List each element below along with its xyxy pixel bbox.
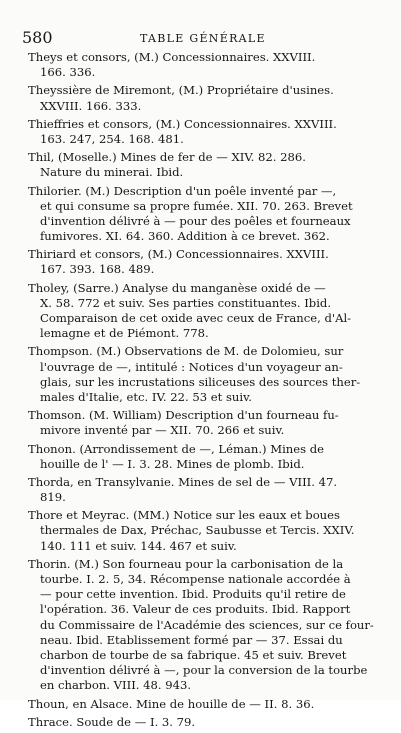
entry-line: 819. (40, 490, 66, 505)
page-header (0, 28, 401, 48)
index-entry (0, 247, 401, 277)
entry-line: charbon de tourbe de sa fabrique. 45 et suiv. Brevet (40, 647, 347, 662)
entry-line: Thomson. (M. William) Description d'un fourneau fu- (28, 408, 339, 423)
entry-line: Thiriard et consors, (M.) Concessionnaires. XXVIII. (28, 247, 329, 262)
entry-line: 140. 111 et suiv. 144. 467 et suiv. (40, 538, 237, 553)
entry-line: fumivores. XI. 64. 360. Addition à ce brevet. 362. (40, 229, 330, 244)
entry-line: tourbe. I. 2. 5, 34. Récompense nationale accordée à (40, 572, 351, 586)
index-entry (0, 475, 401, 505)
index-entry (0, 442, 401, 472)
entry-line: 167. 393. 168. 489. (40, 262, 155, 277)
entry-line: lemagne et de Piémont. 778. (40, 326, 209, 341)
entry-line: Tholey, (Sarre.) Analyse du manganèse oxidé de — (28, 280, 326, 295)
entry-line: en charbon. VIII. 48. 943. (40, 678, 192, 693)
entry-line: Thonon. (Arrondissement de —, Léman.) Mines de (28, 441, 325, 456)
index-entries (0, 50, 401, 733)
index-entry (0, 408, 401, 438)
entry-line: Thil, (Moselle.) Mines de fer de — XIV. 82. 286. (28, 150, 306, 165)
entry-line: X. 58. 772 et suiv. Ses parties constituantes. Ibid. (40, 295, 332, 310)
index-entry (0, 281, 401, 342)
entry-line: houille de l' — I. 3. 28. Mines de plomb. Ibid. (40, 456, 305, 471)
entry-line: Thore et Meyrac. (MM.) Notice sur les eaux et boues (28, 508, 340, 523)
entry-line: 163. 247, 254. 168. 481. (40, 131, 184, 146)
entry-line: Theyssière de Miremont, (M.) Propriétaire d'usines. (28, 83, 334, 98)
entry-line: l'opération. 36. Valeur de ces produits. Ibid. Rapport (40, 602, 351, 617)
page-number: 580 (22, 28, 53, 47)
index-entry (0, 117, 401, 147)
running-title: TABLE GÉNÉRALE (140, 32, 266, 45)
index-entry (0, 344, 401, 405)
entry-line: Thoun, en Alsace. Mine de houille de — II. 8. 36. (28, 696, 315, 711)
entry-line: l'ouvrage de —, intitulé : Notices d'un voyageur an- (40, 359, 343, 374)
entry-line: 166. 336. (40, 65, 96, 80)
entry-line: Thorda, en Transylvanie. Mines de sel de — VIII. 47. (28, 474, 338, 489)
index-entry (0, 184, 401, 245)
entry-spacer (0, 730, 401, 733)
index-entry (0, 557, 401, 694)
entry-line: Thieffries et consors, (M.) Concessionnaires. XXVIII. (28, 116, 337, 131)
entry-line: glais, sur les incrustations siliceuses des sources ther- (40, 374, 361, 389)
entry-line: Theys et consors, (M.) Concessionnaires. XXVIII. (28, 50, 316, 64)
entry-line: d'invention délivré à — pour des poêles et fourneaux (40, 213, 351, 228)
entry-line: — pour cette invention. Ibid. Produits qu'il retire de (40, 587, 346, 602)
entry-line: neau. Ibid. Etablissement formé par — 37. Essai du (40, 632, 343, 647)
entry-line: Thorin. (M.) Son fourneau pour la carbonisation de la (28, 556, 344, 571)
index-entry (0, 715, 401, 730)
entry-line: Thompson. (M.) Observations de M. de Dolomieu, sur (28, 344, 344, 359)
entry-line: XXVIII. 166. 333. (40, 98, 142, 113)
index-entry (0, 150, 401, 180)
entry-line: Thilorier. (M.) Description d'un poêle inventé par —, (28, 183, 337, 198)
index-entry (0, 508, 401, 554)
entry-line: du Commissaire de l'Académie des sciences, sur ce four- (40, 617, 374, 632)
entry-line: Nature du minerai. Ibid. (40, 165, 184, 180)
entry-line: d'invention délivré à —, pour la conversion de la tourbe (40, 663, 368, 678)
index-entry (0, 697, 401, 712)
entry-line: mivore inventé par — XII. 70. 266 et suiv. (40, 423, 285, 438)
entry-line: males d'Italie, etc. IV. 22. 53 et suiv. (40, 389, 252, 404)
index-entry (0, 83, 401, 113)
entry-line: et qui consume sa propre fumée. XII. 70. 263. Brevet (40, 198, 353, 213)
index-entry (0, 50, 401, 80)
entry-line: Comparaison de cet oxide avec ceux de France, d'Al- (40, 311, 352, 325)
entry-line: Thrace. Soude de — I. 3. 79. (28, 714, 196, 729)
entry-line: thermales de Dax, Préchac, Saubusse et Tercis. XXIV. (40, 523, 355, 538)
